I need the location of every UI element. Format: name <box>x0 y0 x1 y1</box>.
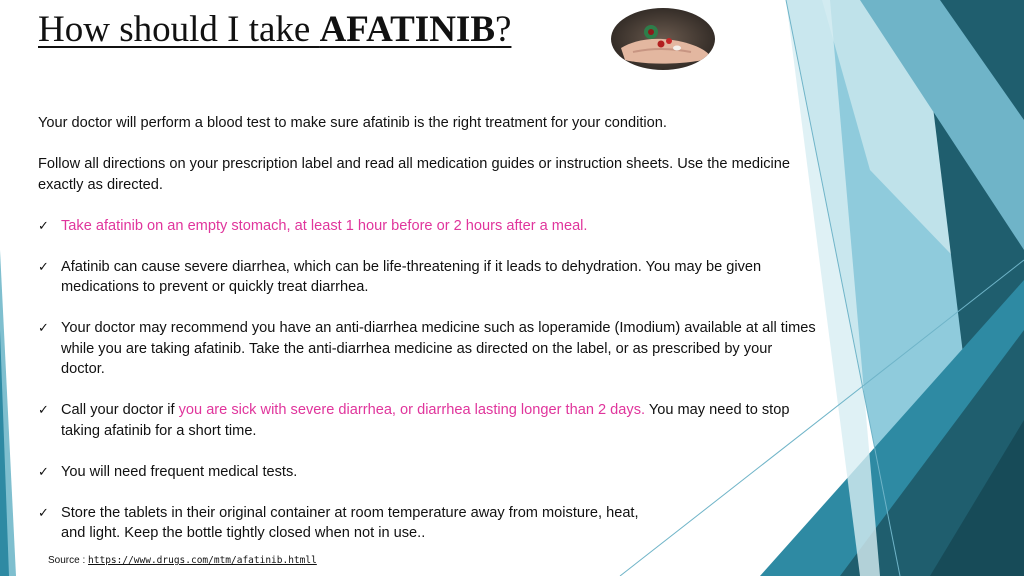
source-link[interactable]: https://www.drugs.com/mtm/afatinib.htmll <box>88 555 317 566</box>
medical-tests-text: You will need frequent medical tests. <box>61 463 298 480</box>
call-doctor-highlight: you are sick with severe diarrhea, or diarrhea lasting longer than 2 days. <box>178 402 646 418</box>
source-citation <box>48 555 317 566</box>
title-prefix: How should I take <box>38 9 320 50</box>
diarrhea-warning-text: Afatinib can cause severe diarrhea, which can be life-threatening if it leads to dehydration. You may be given medications to prevent or quickly treat diarrhea. <box>61 258 762 295</box>
anti-diarrhea-text: Your doctor may recommend you have an anti-diarrhea medicine such as loperamide (Imodium) available at all times while you are taking afatinib. Take the anti-diarrhea medicine as directed on the label, or as prescribed by your doctor. <box>61 320 816 377</box>
checkmark-icon: ✓ <box>38 217 49 233</box>
page-title <box>38 8 511 51</box>
bullet-empty-stomach <box>38 216 818 237</box>
call-doctor-tail: You may need to stop taking afatinib for a short time. <box>61 402 790 439</box>
checkmark-icon: ✓ <box>38 320 49 335</box>
title-suffix: ? <box>495 9 512 50</box>
checkmark-icon: ✓ <box>38 402 49 417</box>
checkmark-icon: ✓ <box>38 504 49 520</box>
source-label: Source : <box>48 555 89 566</box>
bullet-anti-diarrhea <box>38 318 818 380</box>
call-doctor-lead: Call your doctor if <box>61 402 179 418</box>
bullet-diarrhea-warning <box>38 257 818 298</box>
bullet-medical-tests <box>38 462 818 483</box>
directions-paragraph: Follow all directions on your prescription label and read all medication guides or instruction sheets. Use the medicine exactly as directed. <box>38 156 790 193</box>
blood-test-paragraph: Your doctor will perform a blood test to make sure afatinib is the right treatment for your condition. <box>38 115 667 131</box>
empty-stomach-text: Take afatinib on an empty stomach, at least 1 hour before or 2 hours after a meal. <box>61 217 588 234</box>
title-drug-name: AFATINIB <box>319 9 496 50</box>
storage-text-line1: Store the tablets in their original container at room temperature away from moisture, heat, <box>61 504 639 521</box>
bullet-call-doctor <box>38 400 818 441</box>
checkmark-icon: ✓ <box>38 463 49 479</box>
instructions-content <box>38 113 818 564</box>
storage-text-line2: and light. Keep the bottle tightly closed when not in use.. <box>61 525 426 541</box>
pill-in-hand-image <box>611 8 715 70</box>
checkmark-icon: ✓ <box>38 258 49 274</box>
bullet-storage <box>38 503 818 544</box>
